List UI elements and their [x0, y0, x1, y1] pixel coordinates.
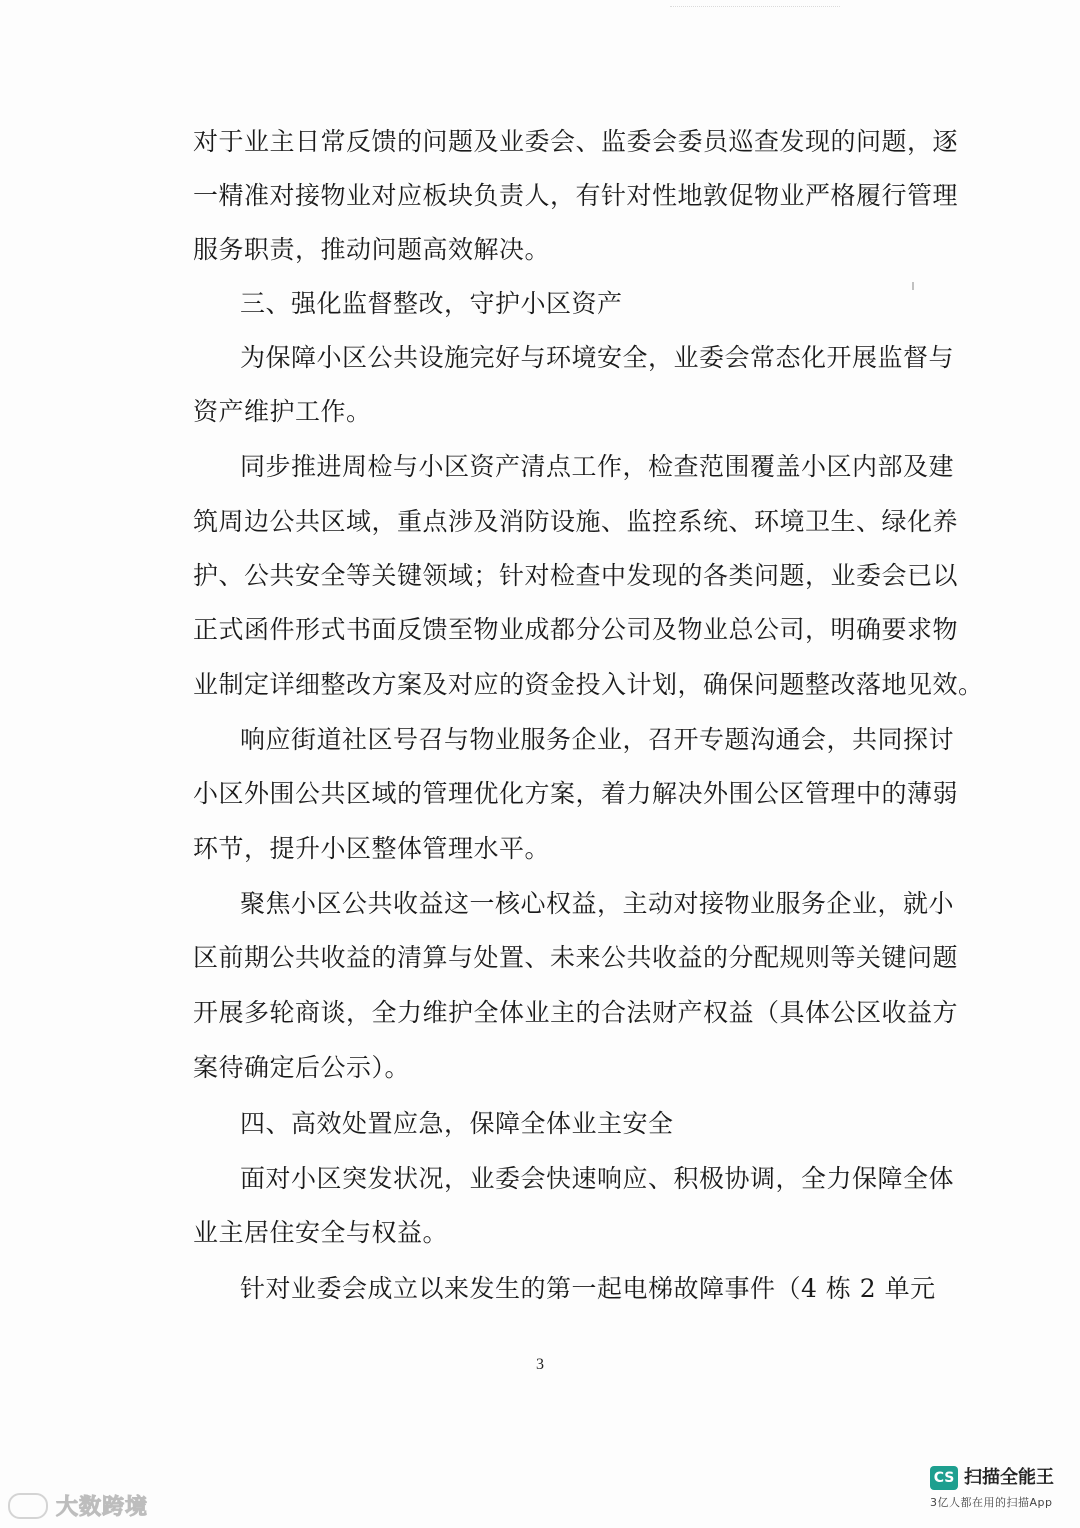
text-line: 为保障小区公共设施完好与环境安全，业委会常态化开展监督与	[240, 343, 955, 372]
text-line: 同步推进周检与小区资产清点工作，检查范围覆盖小区内部及建	[240, 452, 955, 481]
text-line: 案待确定后公示）。	[193, 1053, 411, 1082]
text-line: 响应街道社区号召与物业服务企业，召开专题沟通会，共同探讨	[240, 725, 955, 754]
text-line: 服务职责，推动问题高效解决。	[193, 235, 551, 264]
app-tagline: 3亿人都在用的扫描App	[930, 1496, 1053, 1509]
text-line: 针对业委会成立以来发生的第一起电梯故障事件（4 栋 2 单元	[240, 1274, 936, 1303]
section-heading: 三、强化监督整改，守护小区资产	[240, 289, 623, 318]
watermark-text: 大数跨境	[56, 1495, 149, 1520]
text-line: 聚焦小区公共收益这一核心权益，主动对接物业服务企业，就小	[240, 889, 955, 918]
page-number: 3	[536, 1356, 544, 1373]
app-name: 扫描全能王	[964, 1467, 1054, 1488]
scanner-app-watermark	[930, 1466, 1070, 1512]
text-line: 业制定详细整改方案及对应的资金投入计划，确保问题整改落地见效。	[193, 670, 984, 699]
text-line: 区前期公共收益的清算与处置、未来公共收益的分配规则等关键问题	[193, 943, 959, 972]
weibo-icon	[8, 1493, 48, 1519]
text-line: 护、公共安全等关键领域；针对检查中发现的各类问题，业委会已以	[193, 561, 959, 590]
text-line: 面对小区突发状况，业委会快速响应、积极协调，全力保障全体	[240, 1164, 955, 1193]
text-line: 开展多轮商谈，全力维护全体业主的合法财产权益（具体公区收益方	[193, 998, 959, 1027]
camscanner-logo-icon: CS	[930, 1466, 958, 1490]
section-heading: 四、高效处置应急，保障全体业主安全	[240, 1109, 674, 1138]
scan-speck	[912, 282, 914, 290]
text-line: 对于业主日常反馈的问题及业委会、监委会委员巡查发现的问题，逐	[193, 127, 959, 156]
text-line: 环节，提升小区整体管理水平。	[193, 834, 551, 863]
text-line: 一精准对接物业对应板块负责人，有针对性地敦促物业严格履行管理	[193, 181, 959, 210]
scan-artifact	[670, 0, 840, 7]
text-line: 筑周边公共区域，重点涉及消防设施、监控系统、环境卫生、绿化养	[193, 507, 959, 536]
text-line: 资产维护工作。	[193, 397, 372, 426]
text-line: 业主居住安全与权益。	[193, 1218, 449, 1247]
watermark-left	[8, 1490, 148, 1521]
text-line: 正式函件形式书面反馈至物业成都分公司及物业总公司，明确要求物	[193, 615, 959, 644]
text-line: 小区外围公共区域的管理优化方案，着力解决外围公区管理中的薄弱	[193, 779, 959, 808]
